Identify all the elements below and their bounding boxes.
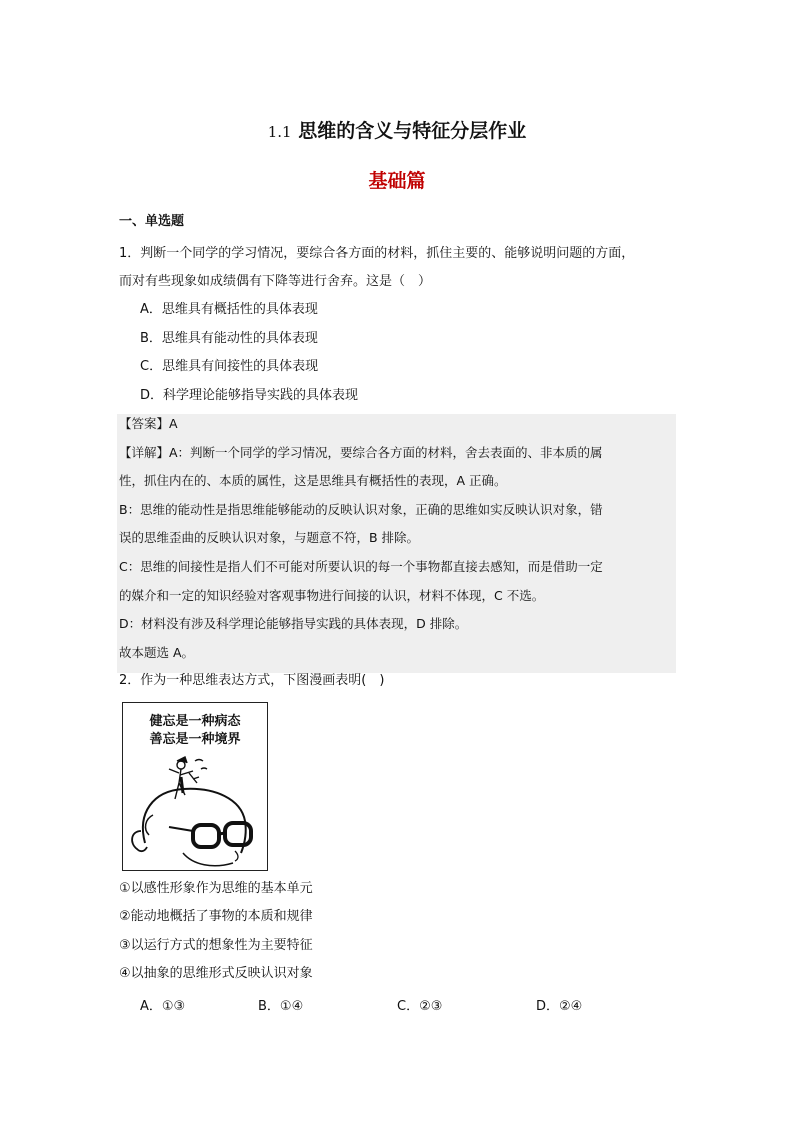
q2-statement-1: ①以感性形象作为思维的基本单元 (119, 881, 313, 896)
q1-explain-line: 的媒介和一定的知识经验对客观事物进行间接的认识，材料不体现，C 不选。 (119, 588, 545, 603)
q1-explain-line: B：思维的能动性是指思维能够能动的反映认识对象，正确的思维如实反映认识对象，错 (119, 502, 603, 517)
q1-stem-line1: 1．判断一个同学的学习情况，要综合各方面的材料，抓住主要的、能够说明问题的方面， (119, 246, 635, 261)
cartoon-caption-2: 善忘是一种境界 (149, 732, 241, 747)
q1-answer: 【答案】A (119, 416, 178, 431)
cartoon-caption-1: 健忘是一种病态 (149, 714, 241, 729)
q2-choice-a: A．①③ (140, 999, 186, 1014)
q1-option-c: C．思维具有间接性的具体表现 (140, 359, 319, 374)
q2-choice-d: D．②④ (536, 999, 583, 1014)
q1-explain-line: 误的思维歪曲的反映认识对象，与题意不符，B 排除。 (119, 530, 420, 545)
q1-stem-line2: 而对有些现象如成绩偶有下降等进行舍弃。这是（ ） (119, 274, 432, 289)
title-number: 1.1 (267, 123, 292, 141)
q1-explain-line: D：材料没有涉及科学理论能够指导实践的具体表现，D 排除。 (119, 616, 468, 631)
q1-option-a: A．思维具有概括性的具体表现 (140, 302, 318, 317)
q1-explain-line: C：思维的间接性是指人们不可能对所要认识的每一个事物都直接去感知，而是借助一定 (119, 559, 603, 574)
section-heading: 一、单选题 (119, 214, 185, 229)
page-title (0, 116, 794, 143)
q1-explain-line: 性，抓住内在的、本质的属性，这是思维具有概括性的表现，A 正确。 (119, 473, 507, 488)
q2-statement-4: ④以抽象的思维形式反映认识对象 (119, 966, 313, 981)
q2-statement-2: ②能动地概括了事物的本质和规律 (119, 909, 313, 924)
q1-explain-line: 【详解】A：判断一个同学的学习情况，要综合各方面的材料，舍去表面的、非本质的属 (119, 445, 603, 460)
cartoon-image (122, 702, 268, 871)
q2-choice-b: B．①④ (258, 999, 304, 1014)
q1-option-d: D．科学理论能够指导实践的具体表现 (140, 388, 359, 403)
cartoon-drawing (123, 703, 267, 870)
q2-stem: 2．作为一种思维表达方式，下图漫画表明( ) (119, 673, 385, 688)
q2-choice-c: C．②③ (397, 999, 443, 1014)
title-text: 思维的含义与特征分层作业 (298, 120, 527, 142)
section-subtitle: 基础篇 (368, 170, 426, 192)
q2-statement-3: ③以运行方式的想象性为主要特征 (119, 938, 313, 953)
q1-option-b: B．思维具有能动性的具体表现 (140, 331, 318, 346)
q1-explain-line: 故本题选 A。 (119, 645, 195, 660)
